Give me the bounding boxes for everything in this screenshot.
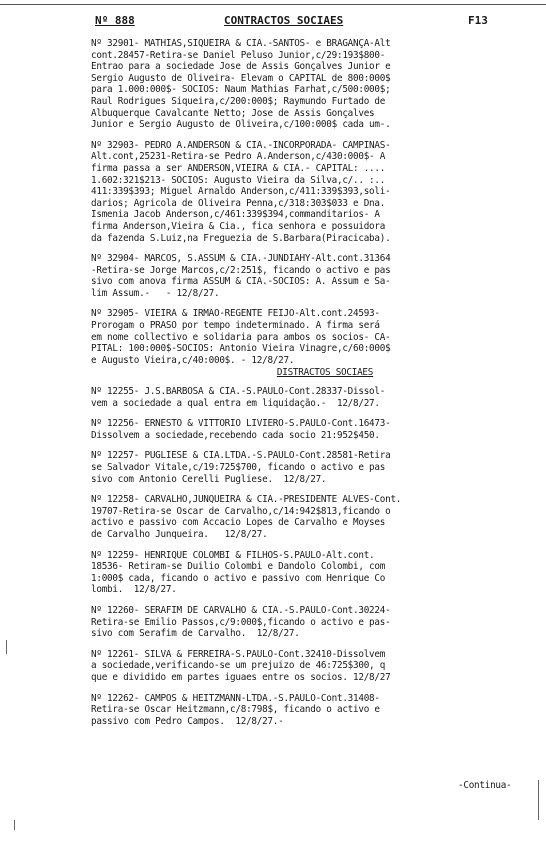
entry-line: firma Anderson,Vieira & Cia., fica senhora e possuidora <box>91 220 386 232</box>
entry-line: Nº 12257- PUGLIESE & CIA.LTDA.-S.PAULO-Cont.28581-Retira <box>91 450 391 462</box>
entry-line: lombi. 12/8/27. <box>91 584 177 596</box>
entry-line: Nº 32904- MARCOS, S.ASSUM & CIA.-JUNDIAHY-Alt.cont.31364 <box>91 253 391 265</box>
entry-line: a sociedade,verificando-se um prejuizo de 46:725$300, q <box>91 660 386 672</box>
registry-entry <box>91 140 539 244</box>
registry-entry <box>91 450 539 485</box>
registry-entry <box>91 418 539 441</box>
entry-line: Nº 32905- VIEIRA & IRMÃO-REGENTE FEIJO-Alt.cont.24593- <box>91 308 380 320</box>
entry-line: 1.602:321$213- SOCIOS: Augusto Vieira da Silva,c/.. :.. <box>91 174 386 186</box>
page-title: CONTRACTOS SOCIAES <box>224 14 344 27</box>
entry-line: e Augusto Vieira,c/40:000$. - 12/8/27. <box>91 354 295 366</box>
entry-line: Albuquerque Cavalcante Netto; Jose de Assis Gonçalves <box>91 107 375 119</box>
entry-line: Entrao para a sociedade Jose de Assis Gonçalves Junior e <box>91 61 391 73</box>
entry-line: sivo com Serafim de Carvalho. 12/8/27. <box>91 628 300 640</box>
entry-line: -Retira-se Jorge Marcos,c/2:251$, ficando o activo e pas <box>91 264 391 276</box>
entry-line: para 1.000:000$- SOCIOS: Naum Mathias Farhat,c/500:000$; <box>91 84 391 96</box>
registry-entry <box>91 253 539 299</box>
registry-entry <box>91 649 539 684</box>
entry-line: Nº 32903- PEDRO A.ANDERSON & CIA.-INCORPORADA- CAMPINAS- <box>91 139 391 151</box>
page-header <box>0 14 546 30</box>
entry-line: 18536- Retiram-se Duilio Colombi e Dandolo Colombi, com <box>91 561 386 573</box>
entry-line: firma passa a ser ANDERSON,VIEIRA & CIA.- CAPITAL: .... <box>91 162 386 174</box>
registry-entry <box>91 693 539 728</box>
entry-line: Nº 12258- CARVALHO,JUNQUEIRA & CIA.-PRESIDENTE ALVES-Cont. <box>91 494 402 506</box>
continua-label: -Continua- <box>458 780 512 791</box>
page-number: Nº 888 <box>95 14 135 27</box>
entry-line: PITAL: 100:000$-SOCIOS: Antonio Vieira Vinagre,c/60:000$ <box>91 343 391 355</box>
entry-line: de Carvalho Junqueira. 12/8/27. <box>91 528 268 540</box>
entry-line: sivo com Antonio Cerelli Pugliese. 12/8/27. <box>91 473 327 485</box>
entry-line: Nº 12255- J.S.BARBOSA & CIA.-S.PAULO-Cont.28337-Dissol- <box>91 386 386 398</box>
entry-line: lim Assum.- - 12/8/27. <box>91 287 220 299</box>
entry-line: 1:000$ cada, ficando o activo e passivo com Henrique Co <box>91 572 386 584</box>
entry-line: Alt.cont,25231-Retira-se Pedro A.Anderson,c/430:000$- A <box>91 151 386 163</box>
entry-line: que e dividido em partes iguaes entre os socios. 12/8/27 <box>91 671 391 683</box>
entry-line: Nº 12256- ERNESTO & VITTORIO LIVIERO-S.PAULO-Cont.16473- <box>91 418 391 430</box>
entry-line: vem a sociedade a qual entra em liquidação.- 12/8/27. <box>91 397 380 409</box>
entry-line: Nº 12259- HENRIQUE COLOMBI & FILHOS-S.PAULO-Alt.cont. <box>91 549 375 561</box>
entry-line: Junior e Sergio Augusto de Oliveira,c/100:000$ cada um-. <box>91 119 391 131</box>
entry-line: Prorogam o PRASO por tempo indeterminado. A firma será <box>91 320 380 332</box>
scan-mark <box>14 820 15 830</box>
entry-line: darios; Agricola de Oliveira Penna,c/318:303$033 e Dna. <box>91 197 386 209</box>
entry-line: Nº 12262- CAMPOS & HEITZMANN-LTDA.-S.PAULO-Cont.31408- <box>91 692 380 704</box>
scan-mark <box>538 780 539 820</box>
registry-entry <box>91 386 539 409</box>
registry-entry <box>91 550 539 596</box>
folio-number: F13 <box>468 14 488 27</box>
entry-line: cont.28457-Retira-se Daniel Peluso Junior,c/29:193$800- <box>91 49 386 61</box>
entry-line: se Salvador Vitale,c/19:725$700, ficando o activo e pas <box>91 462 386 473</box>
entry-line: Dissolvem a sociedade,recebendo cada socio 21:952$450. <box>91 429 380 441</box>
entry-line: passivo com Pedro Campos. 12/8/27.- <box>91 715 284 727</box>
entry-line: Retira-se Emilio Passos,c/9:000$,ficando o activo e pas- <box>91 616 391 628</box>
scan-mark <box>6 640 7 654</box>
section-title: DISTRACTOS SOCIAES <box>276 367 374 379</box>
registry-entry <box>91 494 539 540</box>
entry-line: 19707-Retira-se Oscar de Carvalho,c/14:942$813,ficando o <box>91 505 391 517</box>
entry-line: sivo com anova firma ASSUM & CIA.-SOCIOS: A. Assum e Sa- <box>91 276 391 288</box>
entry-line: Retira-se Oscar Heitzmann,c/8:798$, ficando o activo e <box>91 704 380 716</box>
registry-entry <box>91 38 539 131</box>
top-rule <box>0 4 546 5</box>
registry-entry <box>91 605 539 640</box>
entry-line: em nome collectivo e solidaria para ambos os socios- CA- <box>91 331 391 343</box>
entry-line: Raul Rodrigues Siqueira,c/200:000$; Raymundo Furtado de <box>91 95 386 107</box>
entry-line: Nº 12261- SILVA & FERREIRA-S.PAULO-Cont.32410-Dissolvem <box>91 648 386 660</box>
entry-line: Sergio Augusto de Oliveira- Elevam o CAPITAL de 800:000$ <box>91 72 391 84</box>
entry-line: Ismenia Jacob Anderson,c/461:339$394,commanditarios- A <box>91 209 380 221</box>
document-body <box>91 38 539 736</box>
entry-line: activo e passivo com Accacio Lopes de Carvalho e Moyses <box>91 517 386 529</box>
entry-line: 411:339$393; Miguel Arnaldo Anderson,c/411:339$393,soli- <box>91 186 391 198</box>
entry-line: Nº 32901- MATHIAS,SIQUEIRA & CIA.-SANTOS- e BRAGANÇA-Alt <box>91 38 391 49</box>
registry-entry <box>91 308 539 366</box>
entry-line: Nº 12260- SERAFIM DE CARVALHO & CIA.-S.PAULO-Cont.30224- <box>91 604 391 616</box>
entry-line: da fazenda S.Luiz,na Freguezia de S.Barbara(Piracicaba). <box>91 232 391 244</box>
